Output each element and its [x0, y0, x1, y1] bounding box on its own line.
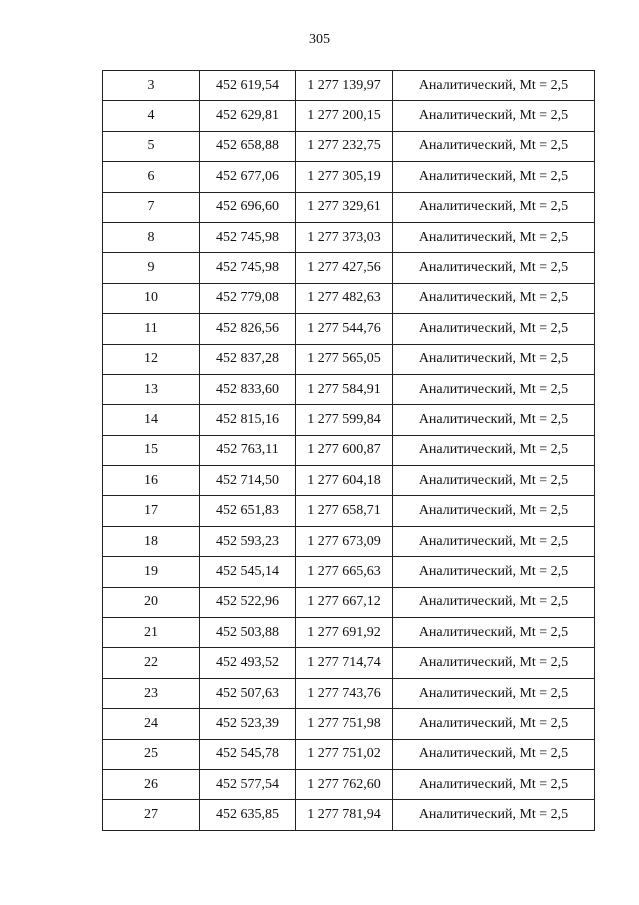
y-coordinate-cell: 1 277 584,91 — [296, 374, 393, 404]
method-cell: Аналитический, Mt = 2,5 — [393, 71, 595, 101]
x-coordinate-cell: 452 658,88 — [200, 131, 296, 161]
point-number-cell: 4 — [103, 101, 200, 131]
x-coordinate-cell: 452 826,56 — [200, 314, 296, 344]
point-number-cell: 24 — [103, 709, 200, 739]
table-row — [103, 526, 595, 556]
x-coordinate-cell: 452 545,14 — [200, 557, 296, 587]
y-coordinate-cell: 1 277 658,71 — [296, 496, 393, 526]
y-coordinate-cell: 1 277 139,97 — [296, 71, 393, 101]
table-row — [103, 800, 595, 830]
table-row — [103, 466, 595, 496]
table-row — [103, 709, 595, 739]
x-coordinate-cell: 452 619,54 — [200, 71, 296, 101]
x-coordinate-cell: 452 696,60 — [200, 192, 296, 222]
y-coordinate-cell: 1 277 200,15 — [296, 101, 393, 131]
y-coordinate-cell: 1 277 427,56 — [296, 253, 393, 283]
point-number-cell: 27 — [103, 800, 200, 830]
method-cell: Аналитический, Mt = 2,5 — [393, 162, 595, 192]
y-coordinate-cell: 1 277 600,87 — [296, 435, 393, 465]
x-coordinate-cell: 452 522,96 — [200, 587, 296, 617]
method-cell: Аналитический, Mt = 2,5 — [393, 678, 595, 708]
method-cell: Аналитический, Mt = 2,5 — [393, 709, 595, 739]
method-cell: Аналитический, Mt = 2,5 — [393, 101, 595, 131]
table-row — [103, 101, 595, 131]
method-cell: Аналитический, Mt = 2,5 — [393, 405, 595, 435]
y-coordinate-cell: 1 277 751,98 — [296, 709, 393, 739]
table-row — [103, 496, 595, 526]
y-coordinate-cell: 1 277 232,75 — [296, 131, 393, 161]
method-cell: Аналитический, Mt = 2,5 — [393, 192, 595, 222]
point-number-cell: 26 — [103, 769, 200, 799]
y-coordinate-cell: 1 277 714,74 — [296, 648, 393, 678]
point-number-cell: 21 — [103, 618, 200, 648]
x-coordinate-cell: 452 815,16 — [200, 405, 296, 435]
method-cell: Аналитический, Mt = 2,5 — [393, 131, 595, 161]
y-coordinate-cell: 1 277 565,05 — [296, 344, 393, 374]
coordinates-table — [102, 70, 595, 831]
table-row — [103, 253, 595, 283]
point-number-cell: 19 — [103, 557, 200, 587]
x-coordinate-cell: 452 523,39 — [200, 709, 296, 739]
table-row — [103, 222, 595, 252]
y-coordinate-cell: 1 277 673,09 — [296, 526, 393, 556]
table-row — [103, 192, 595, 222]
point-number-cell: 13 — [103, 374, 200, 404]
point-number-cell: 18 — [103, 526, 200, 556]
method-cell: Аналитический, Mt = 2,5 — [393, 496, 595, 526]
method-cell: Аналитический, Mt = 2,5 — [393, 587, 595, 617]
x-coordinate-cell: 452 545,78 — [200, 739, 296, 769]
x-coordinate-cell: 452 629,81 — [200, 101, 296, 131]
x-coordinate-cell: 452 503,88 — [200, 618, 296, 648]
y-coordinate-cell: 1 277 691,92 — [296, 618, 393, 648]
table-row — [103, 618, 595, 648]
y-coordinate-cell: 1 277 781,94 — [296, 800, 393, 830]
table-row — [103, 435, 595, 465]
y-coordinate-cell: 1 277 751,02 — [296, 739, 393, 769]
point-number-cell: 25 — [103, 739, 200, 769]
y-coordinate-cell: 1 277 599,84 — [296, 405, 393, 435]
method-cell: Аналитический, Mt = 2,5 — [393, 557, 595, 587]
page-number: 305 — [309, 32, 330, 47]
point-number-cell: 6 — [103, 162, 200, 192]
x-coordinate-cell: 452 651,83 — [200, 496, 296, 526]
x-coordinate-cell: 452 837,28 — [200, 344, 296, 374]
y-coordinate-cell: 1 277 665,63 — [296, 557, 393, 587]
y-coordinate-cell: 1 277 373,03 — [296, 222, 393, 252]
coordinates-table-body — [103, 71, 595, 831]
table-row — [103, 314, 595, 344]
method-cell: Аналитический, Mt = 2,5 — [393, 222, 595, 252]
method-cell: Аналитический, Mt = 2,5 — [393, 800, 595, 830]
method-cell: Аналитический, Mt = 2,5 — [393, 344, 595, 374]
x-coordinate-cell: 452 763,11 — [200, 435, 296, 465]
x-coordinate-cell: 452 779,08 — [200, 283, 296, 313]
point-number-cell: 12 — [103, 344, 200, 374]
x-coordinate-cell: 452 745,98 — [200, 222, 296, 252]
method-cell: Аналитический, Mt = 2,5 — [393, 314, 595, 344]
x-coordinate-cell: 452 493,52 — [200, 648, 296, 678]
x-coordinate-cell: 452 714,50 — [200, 466, 296, 496]
x-coordinate-cell: 452 745,98 — [200, 253, 296, 283]
point-number-cell: 20 — [103, 587, 200, 617]
method-cell: Аналитический, Mt = 2,5 — [393, 374, 595, 404]
point-number-cell: 10 — [103, 283, 200, 313]
table-row — [103, 405, 595, 435]
y-coordinate-cell: 1 277 544,76 — [296, 314, 393, 344]
point-number-cell: 17 — [103, 496, 200, 526]
point-number-cell: 9 — [103, 253, 200, 283]
y-coordinate-cell: 1 277 762,60 — [296, 769, 393, 799]
point-number-cell: 16 — [103, 466, 200, 496]
table-row — [103, 131, 595, 161]
table-row — [103, 374, 595, 404]
method-cell: Аналитический, Mt = 2,5 — [393, 769, 595, 799]
y-coordinate-cell: 1 277 482,63 — [296, 283, 393, 313]
point-number-cell: 23 — [103, 678, 200, 708]
method-cell: Аналитический, Mt = 2,5 — [393, 526, 595, 556]
x-coordinate-cell: 452 635,85 — [200, 800, 296, 830]
method-cell: Аналитический, Mt = 2,5 — [393, 739, 595, 769]
table-row — [103, 71, 595, 101]
y-coordinate-cell: 1 277 667,12 — [296, 587, 393, 617]
method-cell: Аналитический, Mt = 2,5 — [393, 253, 595, 283]
x-coordinate-cell: 452 593,23 — [200, 526, 296, 556]
point-number-cell: 5 — [103, 131, 200, 161]
method-cell: Аналитический, Mt = 2,5 — [393, 435, 595, 465]
point-number-cell: 3 — [103, 71, 200, 101]
method-cell: Аналитический, Mt = 2,5 — [393, 648, 595, 678]
y-coordinate-cell: 1 277 305,19 — [296, 162, 393, 192]
x-coordinate-cell: 452 577,54 — [200, 769, 296, 799]
table-row — [103, 162, 595, 192]
method-cell: Аналитический, Mt = 2,5 — [393, 618, 595, 648]
table-row — [103, 648, 595, 678]
table-row — [103, 557, 595, 587]
table-row — [103, 739, 595, 769]
x-coordinate-cell: 452 833,60 — [200, 374, 296, 404]
method-cell: Аналитический, Mt = 2,5 — [393, 283, 595, 313]
point-number-cell: 7 — [103, 192, 200, 222]
y-coordinate-cell: 1 277 329,61 — [296, 192, 393, 222]
table-row — [103, 769, 595, 799]
point-number-cell: 11 — [103, 314, 200, 344]
table-row — [103, 344, 595, 374]
point-number-cell: 14 — [103, 405, 200, 435]
point-number-cell: 8 — [103, 222, 200, 252]
y-coordinate-cell: 1 277 604,18 — [296, 466, 393, 496]
x-coordinate-cell: 452 677,06 — [200, 162, 296, 192]
point-number-cell: 15 — [103, 435, 200, 465]
method-cell: Аналитический, Mt = 2,5 — [393, 466, 595, 496]
table-row — [103, 283, 595, 313]
point-number-cell: 22 — [103, 648, 200, 678]
table-row — [103, 678, 595, 708]
y-coordinate-cell: 1 277 743,76 — [296, 678, 393, 708]
x-coordinate-cell: 452 507,63 — [200, 678, 296, 708]
table-row — [103, 587, 595, 617]
